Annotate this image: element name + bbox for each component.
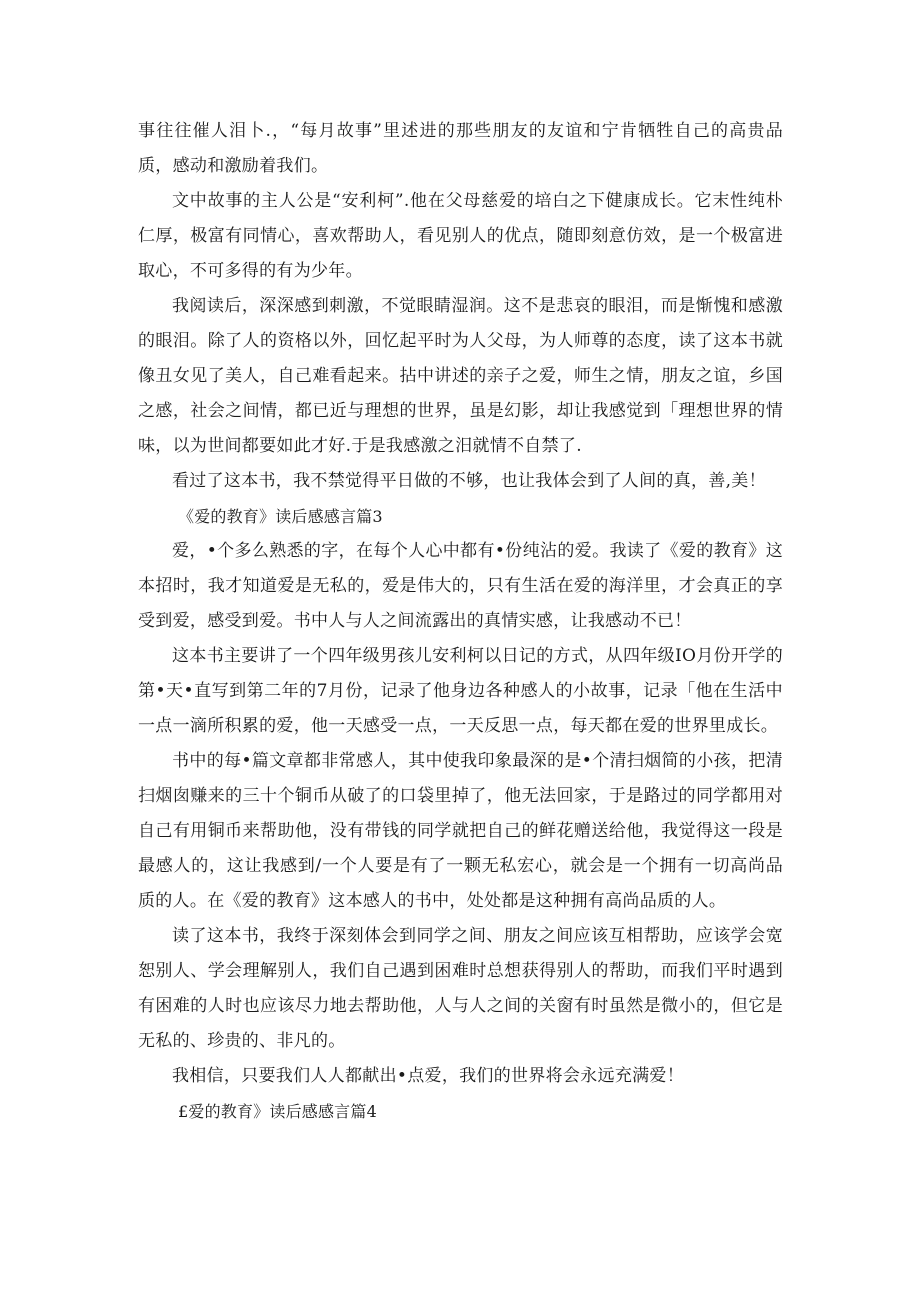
paragraph-9: 我相信，只要我们人人都献出•点爱，我们的世界将会永远充满爱！ xyxy=(172,1066,685,1086)
paragraph-6: 这本书主要讲了一个四年级男孩儿安利柯以日记的方式，从四年级IO月份开学的第•天•直写到第二年的7月份，记录了他身边各种感人的小故事，记录「他在生活中一点一滴所积累的爱，他一天感受一点，一天反思一点，每天都在爱的世界里成长。 xyxy=(138,646,783,736)
section-heading-3: 《爱的教育》读后感感言篇3 xyxy=(178,507,383,526)
paragraph-4: 看过了这本书，我不禁觉得平日做的不够，也让我体会到了人间的真，善,美！ xyxy=(172,471,766,491)
paragraph-8: 读了这本书，我终于深刻体会到同学之间、朋友之间应该互相帮助，应该学会宽恕别人、学会理解别人，我们自己遇到困难时总想获得别人的帮助，而我们平时遇到有困难的人时也应该尽力地去帮助他，人与人之间的关窗有时虽然是微小的，但它是无私的、珍贵的、非凡的。 xyxy=(138,926,783,1051)
paragraph-5: 爱，•个多么熟悉的字，在每个人心中都有•份纯沾的爱。我读了《爱的教育》这本招时，我才知道爱是无私的，爱是伟大的，只有生活在爱的海洋里，才会真正的享受到爱，感受到爱。书中人与人之间流露出的真情实感，让我感动不已！ xyxy=(138,541,783,631)
section-heading-4: £爱的教育》读后感感言篇4 xyxy=(178,1102,377,1121)
paragraph-1: 事往往催人泪卜.，“每月故事”里述进的那些朋友的友谊和宁肯牺牲自己的高贵品质，感动和激励着我们。 xyxy=(138,121,783,176)
paragraph-7: 书中的每•篇文章都非常感人，其中使我印象最深的是•个清扫烟简的小孩，把清扫烟囱赚来的三十个铜币从破了的口袋里掉了，他无法回家，于是路过的同学都用对自己有用铜币来帮助他，没有带钱的同学就把自己的鲜花赠送给他，我觉得这一段是最感人的，这让我感到/一个人要是有了一颗无私宏心，就会是一个拥有一切高尚品质的人。在《爱的教育》这本感人的书中，处处都是这种拥有高尚品质的人。 xyxy=(138,751,783,911)
document-body xyxy=(138,114,783,1129)
paragraph-2: 文中故事的主人公是“安利柯”.他在父母慈爱的培白之下健康成长。它末性纯朴仁厚，极富有同情心，喜欢帮助人，看见别人的优点，随即刻意仿效，是一个极富进取心，不可多得的有为少年。 xyxy=(138,191,783,281)
paragraph-3: 我阅读后，深深感到刺激，不觉眼睛湿润。这不是悲哀的眼泪，而是惭愧和感激的眼泪。除了人的资格以外，回忆起平时为人父母，为人师尊的态度，读了这本书就像丑女见了美人，自己难看起来。拈中讲述的亲子之爱，师生之情，朋友之谊，乡国之感，社会之间情，都已近与理想的世界，虽是幻影，却让我感觉到「理想世界的情味，以为世间都要如此才好.于是我感激之汨就情不自禁了. xyxy=(138,296,783,456)
